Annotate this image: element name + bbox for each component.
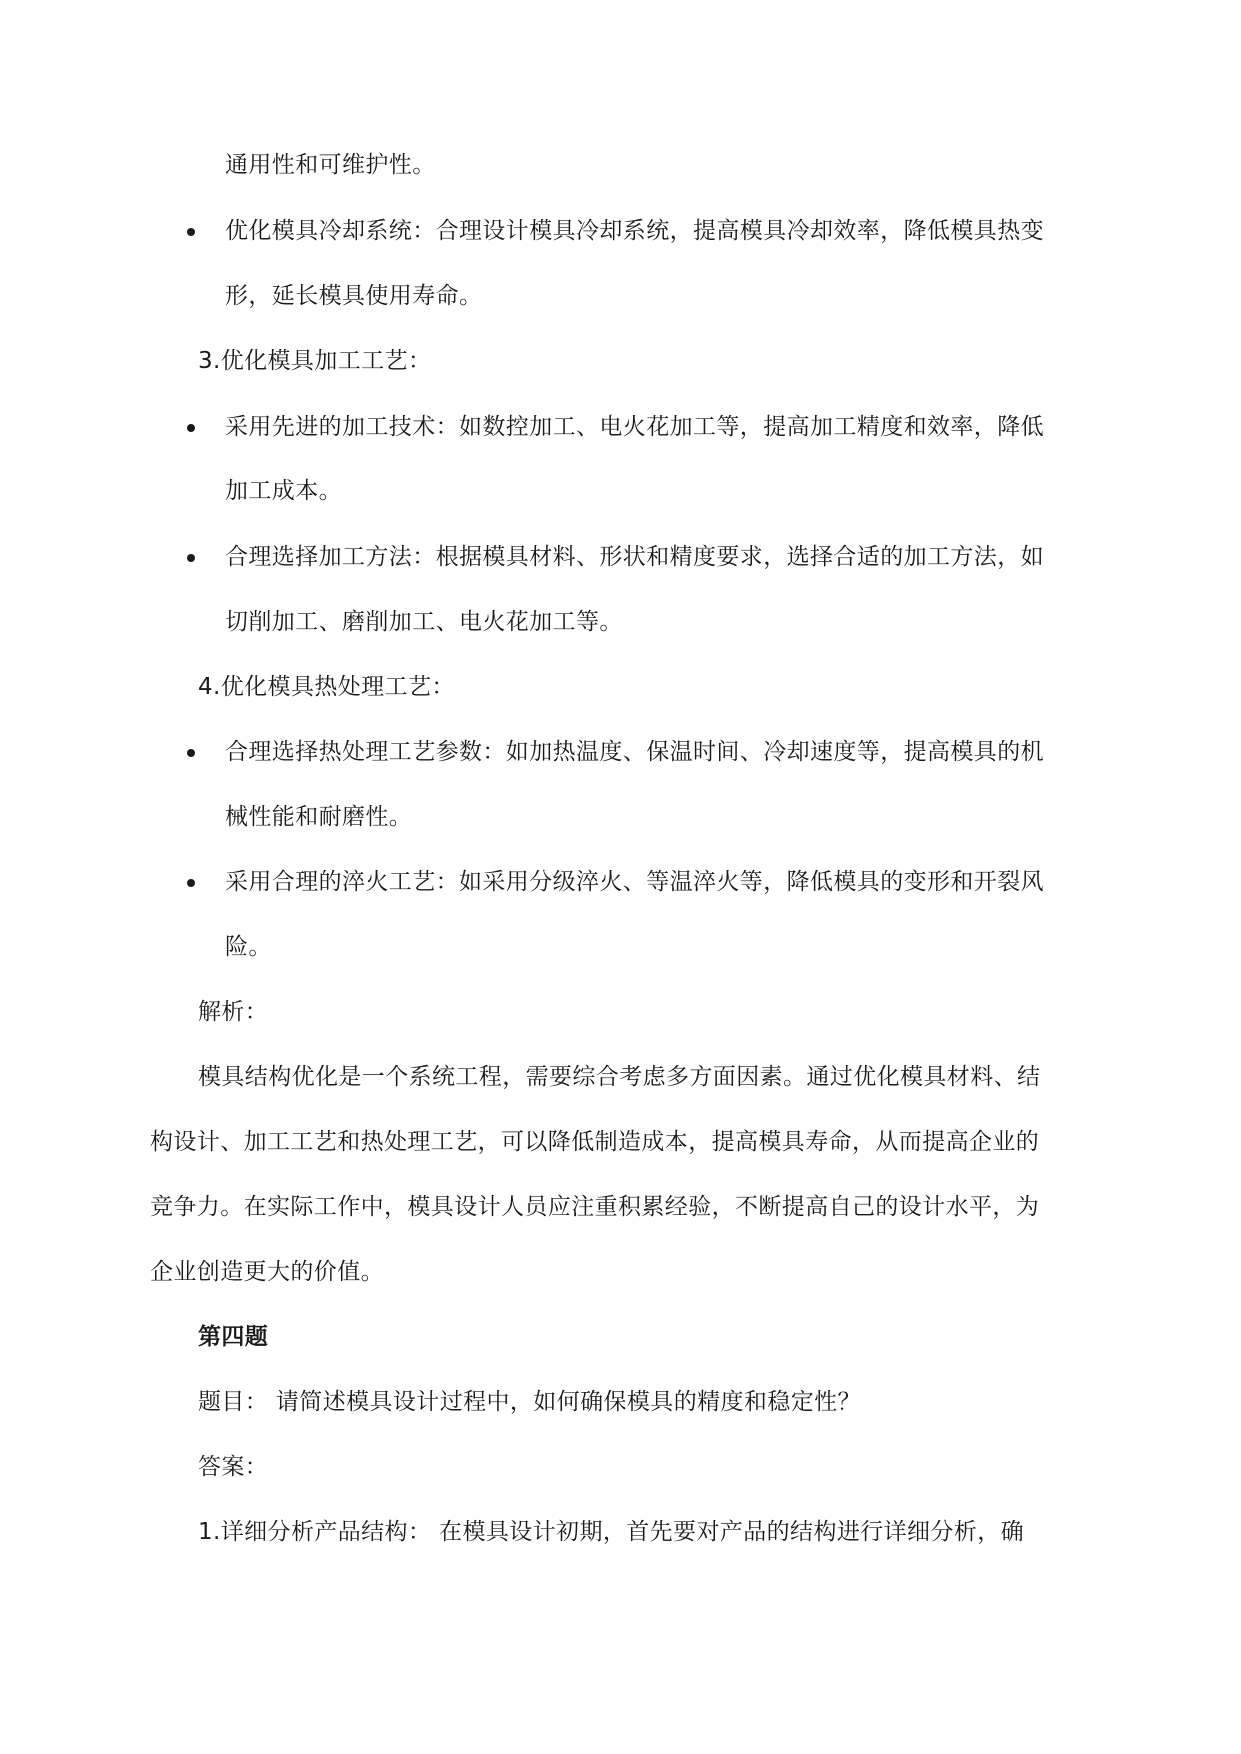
bullet-icon <box>187 554 195 562</box>
text-line: 通用性和可维护性。 <box>225 152 436 178</box>
bullet-icon <box>187 879 195 887</box>
text-line: 械性能和耐磨性。 <box>225 804 413 830</box>
paragraph-line: 企业创造更大的价值。 <box>150 1259 384 1285</box>
bullet-item-text: 合理选择热处理工艺参数：如加热温度、保温时间、冷却速度等，提高模具的机 <box>225 739 1044 765</box>
bullet-item-text: 合理选择加工方法：根据模具材料、形状和精度要求，选择合适的加工方法，如 <box>225 544 1044 570</box>
text-line: 险。 <box>225 934 272 960</box>
answer-item-text: 1.详细分析产品结构： 在模具设计初期，首先要对产品的结构进行详细分析，确 <box>198 1519 1025 1545</box>
bullet-item-text: 优化模具冷却系统：合理设计模具冷却系统，提高模具冷却效率，降低模具热变 <box>225 218 1044 244</box>
paragraph-line: 模具结构优化是一个系统工程，需要综合考虑多方面因素。通过优化模具材料、结 <box>198 1064 1041 1090</box>
analysis-label: 解析： <box>198 999 269 1025</box>
answer-label: 答案： <box>198 1454 269 1480</box>
section-heading: 3.优化模具加工工艺： <box>198 348 432 374</box>
bullet-item-text: 采用先进的加工技术：如数控加工、电火花加工等，提高加工精度和效率，降低 <box>225 414 1044 440</box>
bullet-icon <box>187 749 195 757</box>
paragraph-line: 竞争力。在实际工作中，模具设计人员应注重积累经验，不断提高自己的设计水平，为 <box>150 1194 1040 1220</box>
paragraph-line: 构设计、加工工艺和热处理工艺，可以降低制造成本，提高模具寿命，从而提高企业的 <box>150 1129 1040 1155</box>
section-heading: 4.优化模具热处理工艺： <box>198 674 455 700</box>
bullet-icon <box>187 424 195 432</box>
bullet-icon <box>187 228 195 236</box>
question-text: 题目： 请简述模具设计过程中，如何确保模具的精度和稳定性？ <box>198 1389 861 1415</box>
question-heading: 第四题 <box>198 1324 269 1350</box>
text-line: 切削加工、磨削加工、电火花加工等。 <box>225 609 623 635</box>
text-line: 加工成本。 <box>225 478 342 504</box>
bullet-item-text: 采用合理的淬火工艺：如采用分级淬火、等温淬火等，降低模具的变形和开裂风 <box>225 869 1044 895</box>
text-line: 形，延长模具使用寿命。 <box>225 283 483 309</box>
